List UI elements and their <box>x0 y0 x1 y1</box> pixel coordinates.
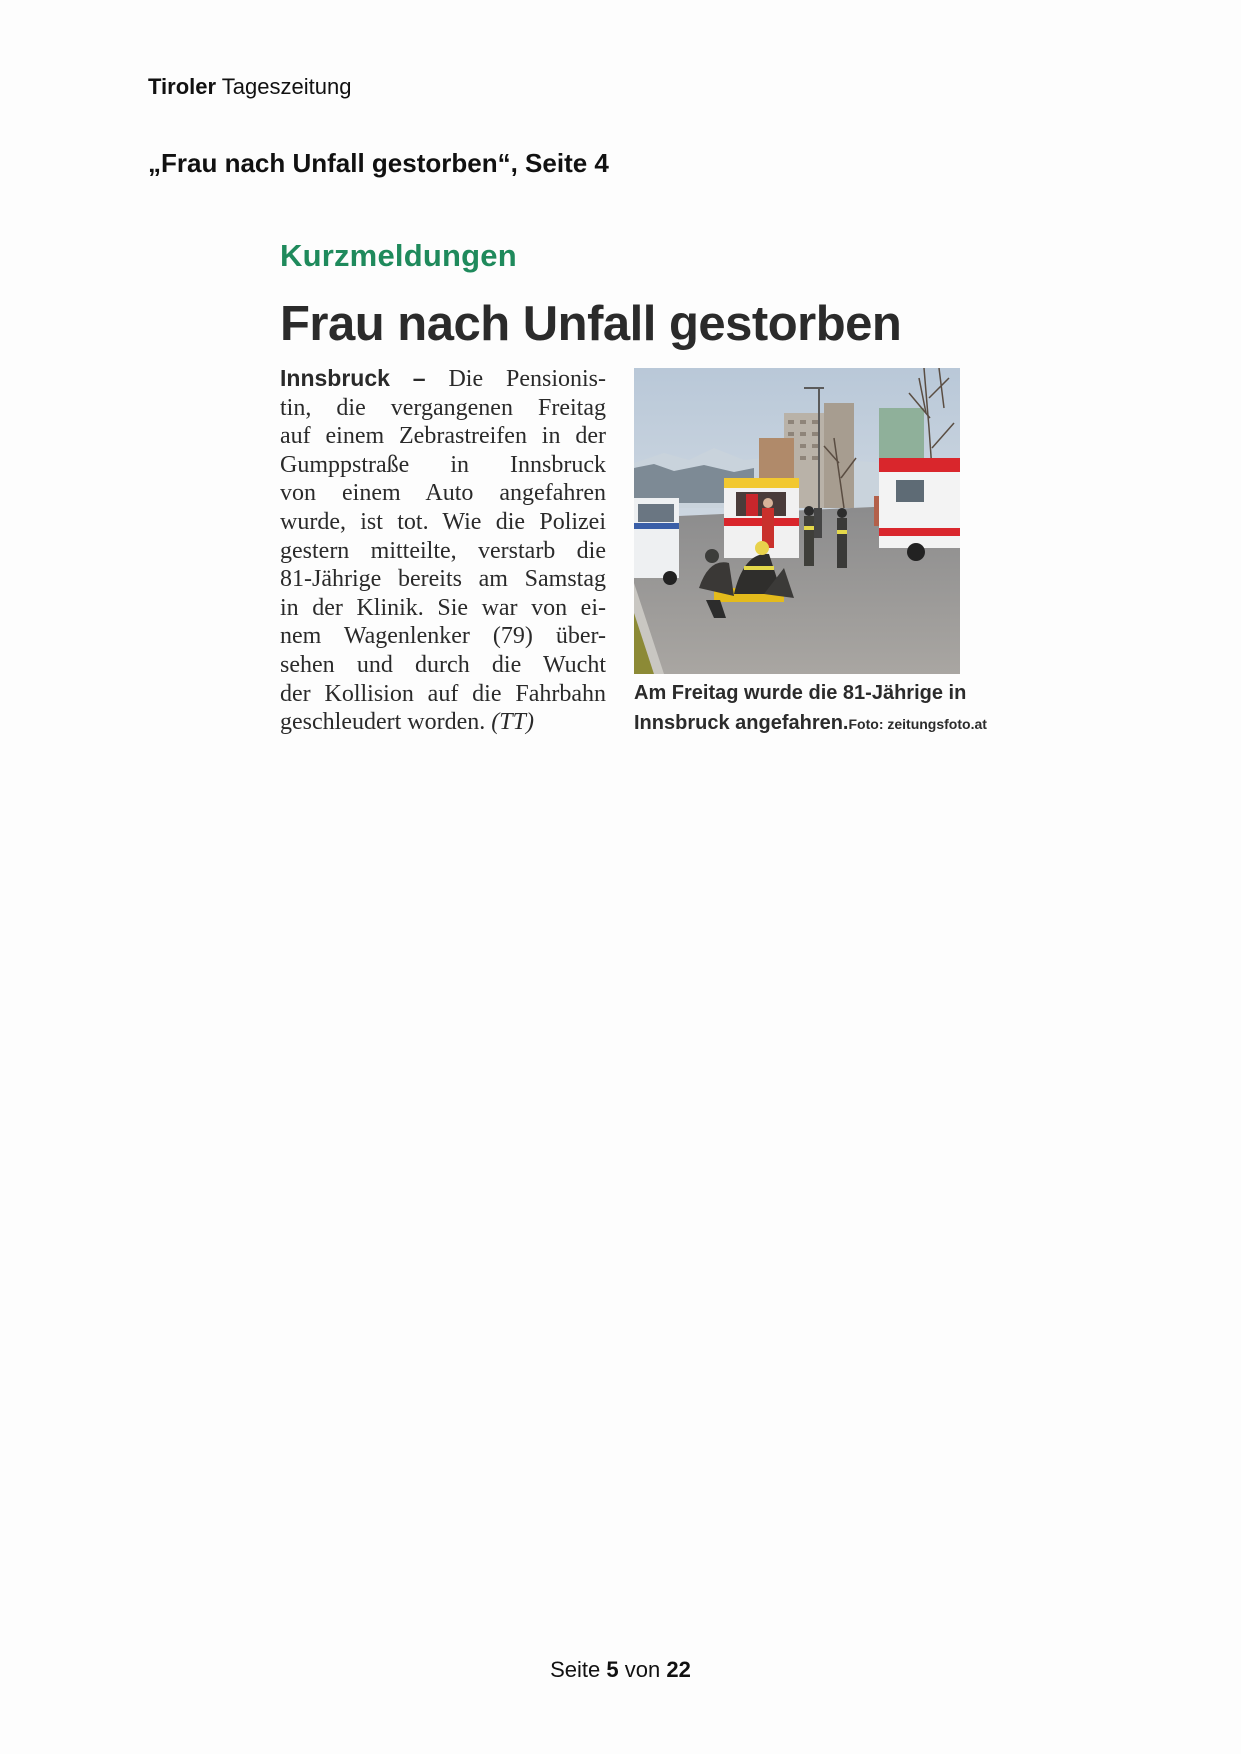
article-line-11: der Kollision auf die Fahrbahn <box>280 680 606 707</box>
article-line-4: von einem Auto angefahren <box>280 480 606 507</box>
article-line-2: auf einem Zebrastreifen in der <box>280 423 606 450</box>
current-page: 5 <box>606 1657 619 1682</box>
article-headline: Frau nach Unfall gestorben <box>280 297 902 351</box>
document-title: „Frau nach Unfall gestorben“, Seite 4 <box>148 148 609 178</box>
article-dash: – <box>412 365 426 391</box>
article-line-12: geschleudert worden. (TT) <box>280 709 534 736</box>
article-dateline: Innsbruck <box>280 365 390 391</box>
photo-credit: Foto: zeitungsfoto.at <box>848 716 987 732</box>
accident-scene-photo <box>634 368 960 674</box>
article-line-5: wurde, ist tot. Wie die Polizei <box>280 508 606 535</box>
article-line-9: nem Wagenlenker (79) über- <box>280 623 606 650</box>
article-line-0: Innsbruck – Die Pensionis- <box>280 365 606 392</box>
article-line-1: tin, die vergangenen Freitag <box>280 394 606 421</box>
page-number-footer: Seite 5 von 22 <box>550 1657 691 1682</box>
newspaper-clipping <box>280 232 987 742</box>
article-line-8: in der Klinik. Sie war von ei- <box>280 594 606 621</box>
article-line-7: 81-Jährige bereits am Samstag <box>280 566 606 593</box>
publication-name <box>148 74 351 100</box>
total-pages: 22 <box>666 1657 691 1682</box>
photo-caption <box>634 678 987 739</box>
article-line-10: sehen und durch die Wucht <box>280 651 606 678</box>
article-line-6: gestern mitteilte, verstarb die <box>280 537 606 564</box>
article-kicker: Kurzmeldungen <box>280 238 517 273</box>
article-signature: (TT) <box>491 709 534 736</box>
publication-name-bold: Tiroler <box>148 74 217 99</box>
article-line-3: Gumppstraße in Innsbruck <box>280 451 606 478</box>
caption-line-1: Am Freitag wurde die 81-Jährige in <box>634 682 967 704</box>
caption-line-2: Innsbruck angefahren.Foto: zeitungsfoto.at <box>634 712 987 734</box>
publication-name-rest: Tageszeitung <box>221 74 352 99</box>
article-body <box>280 364 606 737</box>
